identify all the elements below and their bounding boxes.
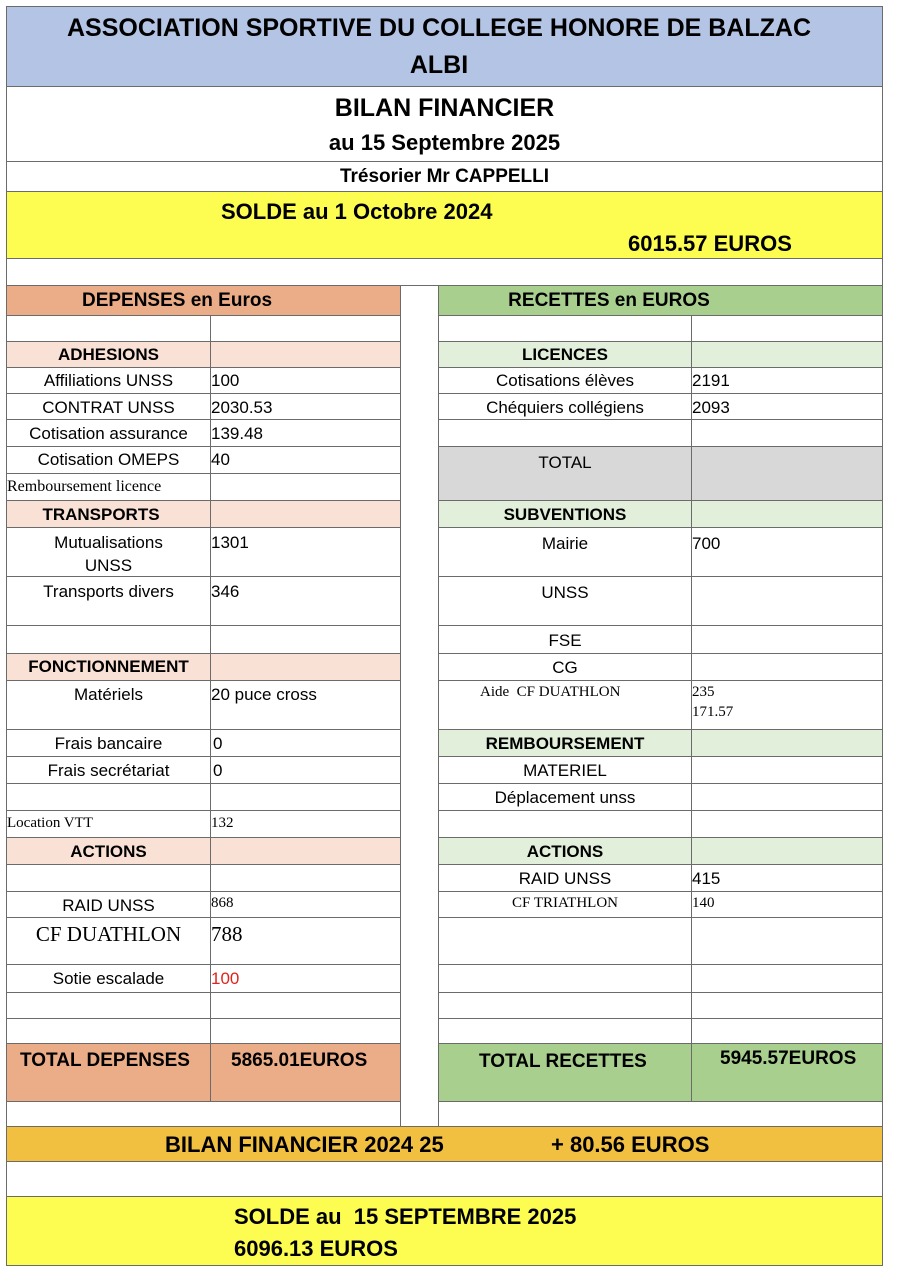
dep-label: UNSS <box>84 556 133 575</box>
dep-label: Transports divers <box>43 582 174 601</box>
dep-value: 1301 <box>211 533 249 552</box>
total-recettes-label: TOTAL RECETTES <box>479 1051 647 1072</box>
rec-actions-heading: ACTIONS <box>526 842 604 861</box>
dep-label: Frais bancaire <box>54 734 163 753</box>
dep-value: 100 <box>211 969 240 988</box>
dep-value: 139.48 <box>211 424 263 443</box>
dep-actions-heading: ACTIONS <box>70 842 147 861</box>
total-depenses-value: 5865.01EUROS <box>231 1050 368 1071</box>
dep-label: Sotie escalade <box>52 969 165 988</box>
dep-label: Cotisation OMEPS <box>37 450 180 469</box>
rec-label: UNSS <box>541 583 589 602</box>
rec-value: 2093 <box>692 398 730 417</box>
rec-label: MATERIEL <box>523 761 607 780</box>
dep-value: 40 <box>211 450 230 469</box>
rec-label: Aide CF DUATHLON <box>480 684 621 700</box>
total-recettes-value: 5945.57EUROS <box>720 1048 857 1069</box>
solde-initial-amount: 6015.57 EUROS <box>628 231 792 256</box>
licences-heading: LICENCES <box>522 345 608 364</box>
rec-label: Chéquiers collégiens <box>486 398 644 417</box>
rec-value: 171.57 <box>692 704 734 720</box>
dep-value: 0 <box>213 761 223 780</box>
rec-label: FSE <box>548 631 582 650</box>
dep-label: Affiliations UNSS <box>43 371 174 390</box>
dep-label: Frais secrétariat <box>47 761 170 780</box>
dep-value: 100 <box>211 371 240 390</box>
dep-value: 2030.53 <box>211 398 273 417</box>
dep-label: Location VTT <box>7 815 93 831</box>
dep-label: Remboursement licence <box>7 478 162 495</box>
rec-label: RAID UNSS <box>518 869 612 888</box>
remboursement-heading: REMBOURSEMENT <box>485 734 645 753</box>
recettes-title: RECETTES en EUROS <box>508 290 710 311</box>
solde-initial-label: SOLDE au 1 Octobre 2024 <box>221 199 493 224</box>
bilan-title: BILAN FINANCIER <box>334 94 555 122</box>
solde-final-amount: 6096.13 EUROS <box>234 1236 398 1261</box>
bilan-value: + 80.56 EUROS <box>551 1132 710 1157</box>
solde-final-label: SOLDE au 15 SEPTEMBRE 2025 <box>234 1204 577 1229</box>
dep-label: Cotisation assurance <box>29 424 188 443</box>
rec-value: 700 <box>692 534 721 553</box>
dep-label: CONTRAT UNSS <box>42 398 175 417</box>
bilan-label: BILAN FINANCIER 2024 25 <box>165 1132 444 1157</box>
adhesions-heading: ADHESIONS <box>57 345 160 364</box>
transports-heading: TRANSPORTS <box>42 505 160 524</box>
dep-empty-row <box>6 315 211 342</box>
licences-total-label: TOTAL <box>538 453 592 472</box>
association-name: ASSOCIATION SPORTIVE DU COLLEGE HONORE DE BALZAC <box>66 14 812 42</box>
rec-label: CF TRIATHLON <box>512 895 618 911</box>
rec-value: 415 <box>692 869 721 888</box>
dep-label: Mutualisations <box>54 533 163 552</box>
dep-value: 868 <box>211 895 234 911</box>
dep-value: 788 <box>211 922 243 946</box>
rec-value: 140 <box>692 895 715 911</box>
association-city: ALBI <box>409 51 469 79</box>
tresorier: Trésorier Mr CAPPELLI <box>339 166 550 187</box>
dep-label: RAID UNSS <box>62 896 155 915</box>
rec-value: 2191 <box>692 371 730 390</box>
rec-value: 235 <box>692 684 715 700</box>
spacer-row <box>6 258 883 286</box>
depenses-title: DEPENSES en Euros <box>81 290 273 311</box>
rec-label: Cotisations élèves <box>496 371 634 390</box>
rec-label: Déplacement unss <box>494 788 636 807</box>
dep-value: 346 <box>211 582 240 601</box>
fonctionnement-heading: FONCTIONNEMENT <box>28 657 189 676</box>
dep-value: 132 <box>211 815 234 831</box>
rec-label: CG <box>552 658 578 677</box>
dep-value: 20 puce cross <box>211 685 317 704</box>
total-depenses-label: TOTAL DEPENSES <box>20 1050 190 1071</box>
bilan-row <box>6 1126 883 1162</box>
dep-label: Matériels <box>74 685 143 704</box>
subventions-heading: SUBVENTIONS <box>503 505 627 524</box>
dep-value: 0 <box>213 734 223 753</box>
gap-column <box>400 285 439 1127</box>
bilan-date: au 15 Septembre 2025 <box>328 130 561 155</box>
spacer-row-2 <box>6 1161 883 1197</box>
dep-label: CF DUATHLON <box>35 922 182 946</box>
rec-label: Mairie <box>541 534 589 553</box>
